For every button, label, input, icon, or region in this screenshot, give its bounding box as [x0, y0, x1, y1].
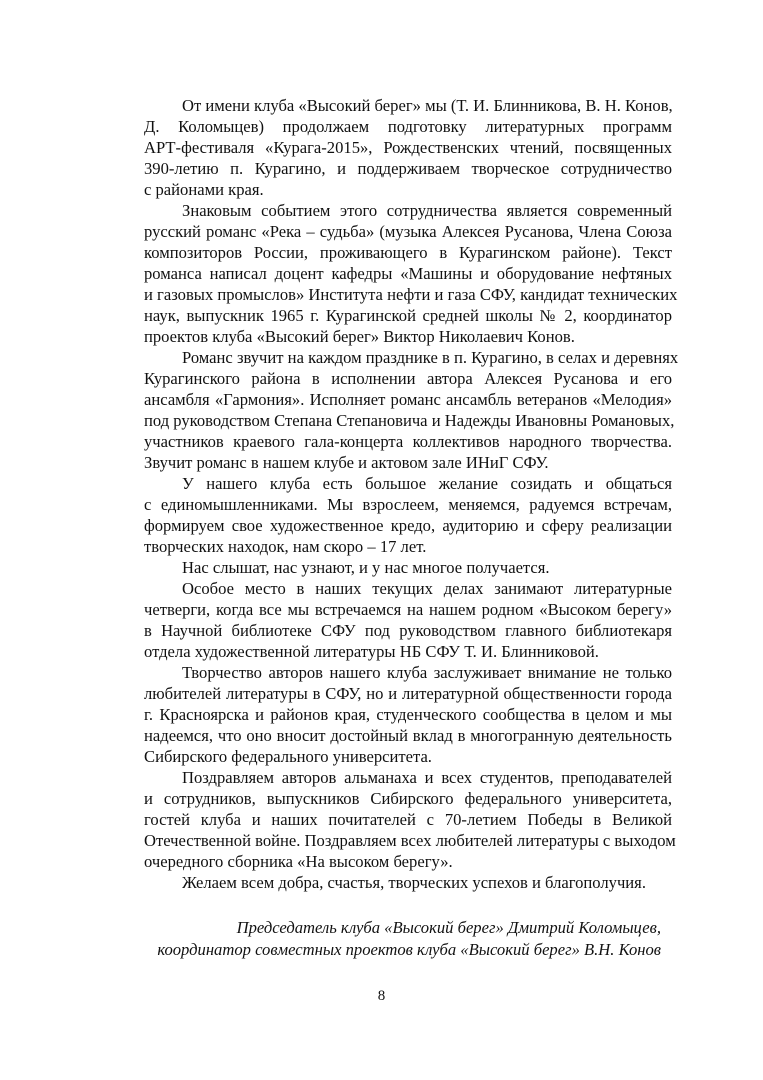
- text-line: русский романс «Река – судьба» (музыка Алексея Русанова, Члена Союза: [144, 222, 672, 241]
- text-line: Курагинского района в исполнении автора Алексея Русанова и его: [144, 369, 672, 388]
- text-line: Отечественной войне. Поздравляем всех любителей литературы с выходом: [144, 831, 676, 850]
- paragraph-congratulations: [106, 767, 676, 872]
- text-line: отдела художественной литературы НБ СФУ Т. И. Блинниковой.: [144, 642, 599, 661]
- text-line: Поздравляем авторов альманаха и всех студентов, преподавателей: [182, 768, 672, 787]
- text-line: в Научной библиотеке СФУ под руководством главного библиотекаря: [144, 621, 672, 640]
- text-line: наук, выпускник 1965 г. Курагинской средней школы № 2, координатор: [144, 306, 672, 325]
- text-line: Знаковым событием этого сотрудничества является современный: [182, 201, 672, 220]
- text-line: проектов клуба «Высокий берег» Виктор Николаевич Конов.: [144, 327, 575, 346]
- signature-coordinator: координатор совместных проектов клуба «Высокий берег» В.Н. Конов: [157, 940, 661, 959]
- text-line: ансамбля «Гармония». Исполняет романс ансамбль ветеранов «Мелодия»: [144, 390, 672, 409]
- text-line: и сотрудников, выпускников Сибирского федерального университета,: [144, 789, 672, 808]
- text-line: любителей литературы в СФУ, но и литературной общественности города: [144, 684, 672, 703]
- paragraph-heard: [106, 557, 672, 578]
- paragraph-club-programs: [106, 95, 672, 200]
- paragraph-romance-performance: [106, 347, 679, 473]
- body-text: [106, 95, 679, 893]
- text-line: Д. Коломыцев) продолжаем подготовку литературных программ: [144, 117, 672, 136]
- text-line: г. Красноярска и районов края, студенческого сообщества в целом и мы: [144, 705, 672, 724]
- text-line: Романс звучит на каждом празднике в п. Курагино, в селах и деревнях: [182, 348, 679, 367]
- text-line: с районами края.: [144, 180, 264, 199]
- text-line: Звучит романс в нашем клубе и актовом зале ИНиГ СФУ.: [144, 453, 549, 472]
- text-line: под руководством Степана Степановича и Надежды Ивановны Романовых,: [144, 411, 675, 430]
- text-line: гостей клуба и наших почитателей с 70-летием Победы в Великой: [144, 810, 672, 829]
- text-line: романса написал доцент кафедры «Машины и оборудование нефтяных: [144, 264, 672, 283]
- text-line: Особое место в наших текущих делах занимают литературные: [182, 579, 672, 598]
- text-line: Сибирского федерального университета.: [144, 747, 432, 766]
- paragraph-romance: [106, 200, 678, 347]
- paragraph-club-desire: [106, 473, 672, 557]
- text-line: четверги, когда все мы встречаемся на нашем родном «Высоком берегу»: [144, 600, 672, 619]
- paragraph-literary-thursdays: [106, 578, 672, 662]
- text-line: Творчество авторов нашего клуба заслуживает внимание не только: [182, 663, 672, 682]
- text-line: очередного сборника «На высоком берегу».: [144, 852, 453, 871]
- paragraph-club-work: [106, 662, 672, 767]
- text-line: У нашего клуба есть большое желание созидать и общаться: [182, 474, 672, 493]
- paragraph-wishes: [106, 872, 672, 893]
- text-line: 390-летию п. Курагино, и поддерживаем творческое сотрудничество: [144, 159, 672, 178]
- text-line: АРТ-фестиваля «Курага-2015», Рождественских чтений, посвященных: [144, 138, 672, 157]
- signature-block: [157, 917, 661, 961]
- text-line: с единомышленниками. Мы взрослеем, меняемся, радуемся встречам,: [144, 495, 672, 514]
- text-line: Нас слышат, нас узнают, и у нас многое получается.: [182, 558, 550, 577]
- text-line: композиторов России, проживающего в Курагинском районе). Текст: [144, 243, 672, 262]
- text-line: творческих находок, нам скоро – 17 лет.: [144, 537, 427, 556]
- text-line: От имени клуба «Высокий берег» мы (Т. И. Блинникова, В. Н. Конов,: [182, 96, 673, 115]
- text-line: формируем свое художественное кредо, аудиторию и сферу реализации: [144, 516, 672, 535]
- page-number: 8: [377, 988, 386, 1004]
- text-line: и газовых промыслов» Института нефти и газа СФУ, кандидат технических: [144, 285, 678, 304]
- text-line: надеемся, что оно вносит достойный вклад в многогранную деятельность: [144, 726, 672, 745]
- text-line: участников краевого гала-концерта коллективов народного творчества.: [144, 432, 672, 451]
- text-line: Желаем всем добра, счастья, творческих успехов и благополучия.: [182, 873, 646, 892]
- signature-chairman: Председатель клуба «Высокий берег» Дмитрий Коломыцев,: [236, 918, 661, 937]
